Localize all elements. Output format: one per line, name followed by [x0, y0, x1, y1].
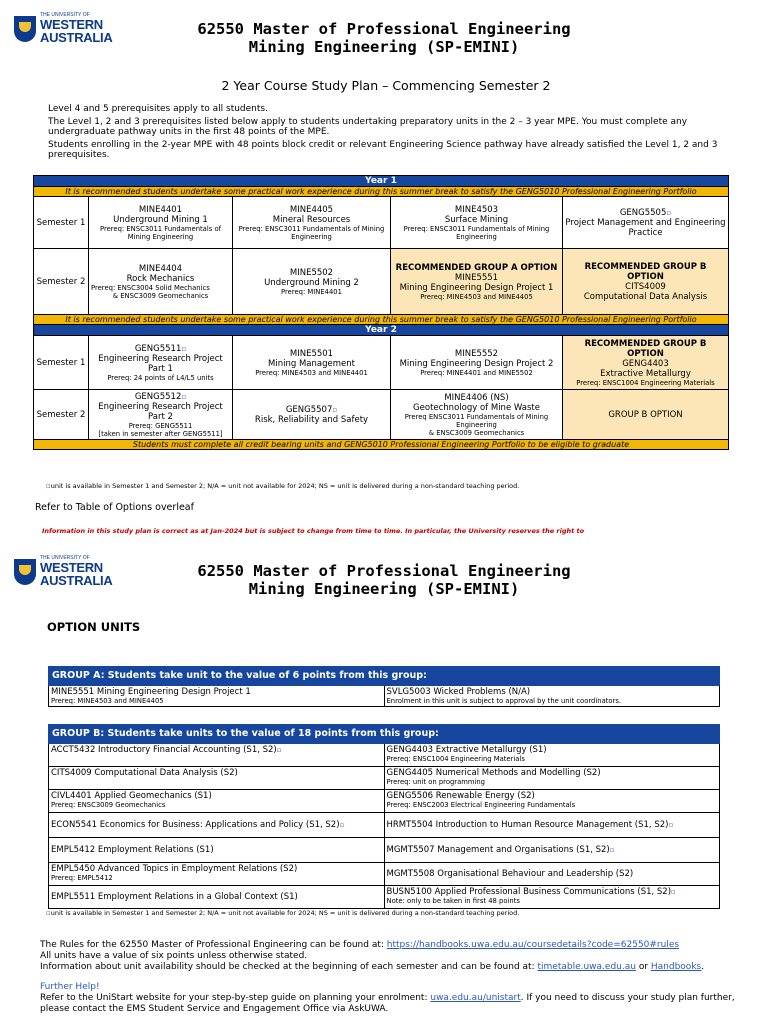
handbooks-link[interactable]: Handbooks	[650, 962, 702, 972]
group-a-header: GROUP A: Students take unit to the value of 6 points from this group:	[49, 667, 720, 686]
intro-p1: Level 4 and 5 prerequisites apply to all students.	[48, 104, 268, 114]
intro-p3: Students enrolling in the 2-year MPE with 48 points block credit or relevant Engineering Science pathway have already satisfied the Level 1, 2 and 3 prerequisites.	[48, 139, 718, 160]
group-a-option-cell: RECOMMENDED GROUP A OPTION MINE5551 Mining Engineering Design Project 1 Prereq: MINE4503 and MINE4405	[391, 249, 563, 315]
further-help-heading: Further Help!	[40, 982, 100, 992]
rules-line: The Rules for the 62550 Master of Professional Engineering can be found at: https://handbooks.uwa.edu.au/coursedetails?code=62550#rules	[40, 940, 680, 950]
table-cell: CITS4009 Computational Data Analysis (S2)	[49, 767, 385, 790]
legend-note-2: ▫unit is available in Semester 1 and Semester 2; N/A = unit not available for 2024; NS = unit is delivered during a non-standard teaching period.	[46, 909, 520, 917]
refer-options-text: Refer to Table of Options overleaf	[35, 502, 194, 513]
availability-icon: ▫	[666, 208, 672, 217]
intro-p2: The Level 1, 2 and 3 prerequisites listed below apply to students undertaking preparatory units in the 2 – 3 year MPE. You must complete any undergraduate pathway units in the first 48 points of the MPE.	[48, 116, 688, 137]
unit-cell: GENG5512▫ Engineering Research Project Part 2 Prereq: GENG5511 [taken in semester after GENG5511]	[89, 390, 233, 440]
timetable-link[interactable]: timetable.uwa.edu.au	[537, 962, 636, 972]
table-cell: EMPL5450 Advanced Topics in Employment Relations (S2) Prereq: EMPL5412	[49, 863, 385, 886]
footer	[40, 940, 740, 1015]
study-plan-subtitle: 2 Year Course Study Plan – Commencing Semester 2	[221, 78, 551, 93]
unit-cell: MINE4401 Underground Mining 1 Prereq: ENSC3011 Fundamentals of Mining Engineering	[89, 197, 233, 249]
table-cell: SVLG5003 Wicked Problems (N/A) Enrolment in this unit is subject to approval by the unit coordinators.	[384, 686, 720, 707]
intro-text	[48, 104, 728, 161]
table-cell: EMPL5511 Employment Relations in a Global Context (S1)	[49, 886, 385, 909]
logo-small-text: THE UNIVERSITY OF	[40, 12, 90, 18]
group-a-table	[48, 666, 720, 707]
points-line: All units have a value of six points unless otherwise stated.	[40, 951, 308, 961]
group-b-header: GROUP B: Students take units to the value of 18 points from this group:	[49, 725, 720, 744]
y2s1-row	[34, 336, 729, 390]
study-plan-table	[33, 175, 729, 450]
legend-note: ▫unit is available in Semester 1 and Semester 2; N/A = unit not available for 2024; NS = unit is delivered during a non-standard teaching period.	[46, 482, 520, 490]
semester-label: Semester 2	[34, 249, 89, 315]
table-row	[49, 767, 720, 790]
y1s1-row	[34, 197, 729, 249]
summer-warning-2: It is recommended students undertake some practical work experience during this summer break to satisfy the GENG5010 Professional Engineering Portfolio	[34, 315, 729, 325]
table-cell: ACCT5432 Introductory Financial Accounting (S1, S2)▫	[49, 744, 385, 767]
table-row	[49, 790, 720, 813]
semester-label: Semester 2	[34, 390, 89, 440]
group-b-option-cell: RECOMMENDED GROUP B OPTION GENG4403 Extractive Metallurgy Prereq: ENSC1004 Engineering Materials	[563, 336, 729, 390]
rules-link[interactable]: https://handbooks.uwa.edu.au/coursedetails?code=62550#rules	[386, 940, 680, 950]
year1-header: Year 1	[34, 176, 729, 187]
availability-line: Information about unit availability should be checked at the beginning of each semester and can be found at: timetable.uwa.edu.au or Handbooks.	[40, 962, 705, 972]
table-cell: ECON5541 Economics for Business: Applications and Policy (S1, S2)▫	[49, 813, 385, 838]
group-b-table	[48, 724, 720, 909]
semester-label: Semester 1	[34, 336, 89, 390]
unit-cell: MINE4404 Rock Mechanics Prereq: ENSC3004 Solid Mechanics & ENSC3009 Geomechanics	[89, 249, 233, 315]
table-row	[49, 813, 720, 838]
title-line1: 62550 Master of Professional Engineering	[197, 20, 571, 38]
table-cell: MGMT5507 Management and Organisations (S1, S2)▫	[384, 838, 720, 863]
option-units-heading: OPTION UNITS	[47, 620, 141, 634]
unit-cell: MINE5501 Mining Management Prereq: MINE4503 and MINE4401	[233, 336, 391, 390]
page-title	[0, 17, 768, 56]
table-cell: GENG4403 Extractive Metallurgy (S1) Prereq: ENSC1004 Engineering Materials	[384, 744, 720, 767]
year2-header: Year 2	[34, 325, 729, 336]
table-cell: EMPL5412 Employment Relations (S1)	[49, 838, 385, 863]
table-row	[49, 838, 720, 863]
table-row	[49, 863, 720, 886]
group-b-option-cell: RECOMMENDED GROUP B OPTION CITS4009 Computational Data Analysis	[563, 249, 729, 315]
table-cell: GENG5506 Renewable Energy (S2) Prereq: ENSC2003 Electrical Engineering Fundamentals	[384, 790, 720, 813]
page-title-2: 62550 Master of Professional Engineering Mining Engineering (SP-EMINI)	[197, 562, 571, 598]
logo-line2: AUSTRALIA	[40, 30, 113, 45]
unistart-link[interactable]: uwa.edu.au/unistart	[430, 993, 521, 1003]
unit-cell: MINE4405 Mineral Resources Prereq: ENSC3011 Fundamentals of Mining Engineering	[233, 197, 391, 249]
table-cell: MINE5551 Mining Engineering Design Project 1 Prereq: MINE4503 and MINE4405	[49, 686, 385, 707]
table-row	[49, 744, 720, 767]
unit-cell: MINE4503 Surface Mining Prereq: ENSC3011 Fundamentals of Mining Engineering	[391, 197, 563, 249]
table-cell: HRMT5504 Introduction to Human Resource Management (S1, S2)▫	[384, 813, 720, 838]
semester-label: Semester 1	[34, 197, 89, 249]
y1s2-row	[34, 249, 729, 315]
logo-line1: WESTERN	[40, 17, 103, 32]
graduation-warning: Students must complete all credit bearing units and GENG5010 Professional Engineering Portfolio to be eligible to graduate	[34, 440, 729, 450]
unit-cell: GENG5511▫ Engineering Research Project Part 1 Prereq: 24 points of L4/L5 units	[89, 336, 233, 390]
y2s2-row	[34, 390, 729, 440]
title-line2: Mining Engineering (SP-EMINI)	[248, 38, 520, 56]
help-text: Refer to the UniStart website for your step-by-step guide on planning your enrolment: uwa.edu.au/unistart. If you need to discuss your study plan further, please contact the EMS Student Service and Engagement Office via AskUWA.	[40, 993, 735, 1014]
table-row	[49, 886, 720, 909]
unit-cell: MINE4406 (NS) Geotechnology of Mine Waste Prereq ENSC3011 Fundamentals of Mining Engineering & ENSC3009 Geomechanics	[391, 390, 563, 440]
unit-cell: GENG5507▫ Risk, Reliability and Safety	[233, 390, 391, 440]
table-row	[49, 686, 720, 707]
summer-warning-1: It is recommended students undertake some practical work experience during this summer break to satisfy the GENG5010 Professional Engineering Portfolio	[34, 187, 729, 197]
table-cell: CIVL4401 Applied Geomechanics (S1) Prereq: ENSC3009 Geomechanics	[49, 790, 385, 813]
unit-cell: MINE5502 Underground Mining 2 Prereq: MINE4401	[233, 249, 391, 315]
table-cell: GENG4405 Numerical Methods and Modelling (S2) Prereq: unit on programming	[384, 767, 720, 790]
unit-cell: GENG5505▫ Project Management and Engineering Practice	[563, 197, 729, 249]
group-b-option-cell: GROUP B OPTION	[563, 390, 729, 440]
unit-cell: MINE5552 Mining Engineering Design Project 2 Prereq: MINE4401 and MINE5502	[391, 336, 563, 390]
disclaimer-text: Information in this study plan is correct as at Jan-2024 but is subject to change from time to time. In particular, the University reserves the right to	[42, 527, 585, 535]
table-cell: MGMT5508 Organisational Behaviour and Leadership (S2)	[384, 863, 720, 886]
uwa-logo-2: THE UNIVERSITY OF WESTERN AUSTRALIA	[14, 556, 112, 587]
table-cell: BUSN5100 Applied Professional Business Communications (S1, S2)▫ Note: only to be taken in first 48 points	[384, 886, 720, 909]
